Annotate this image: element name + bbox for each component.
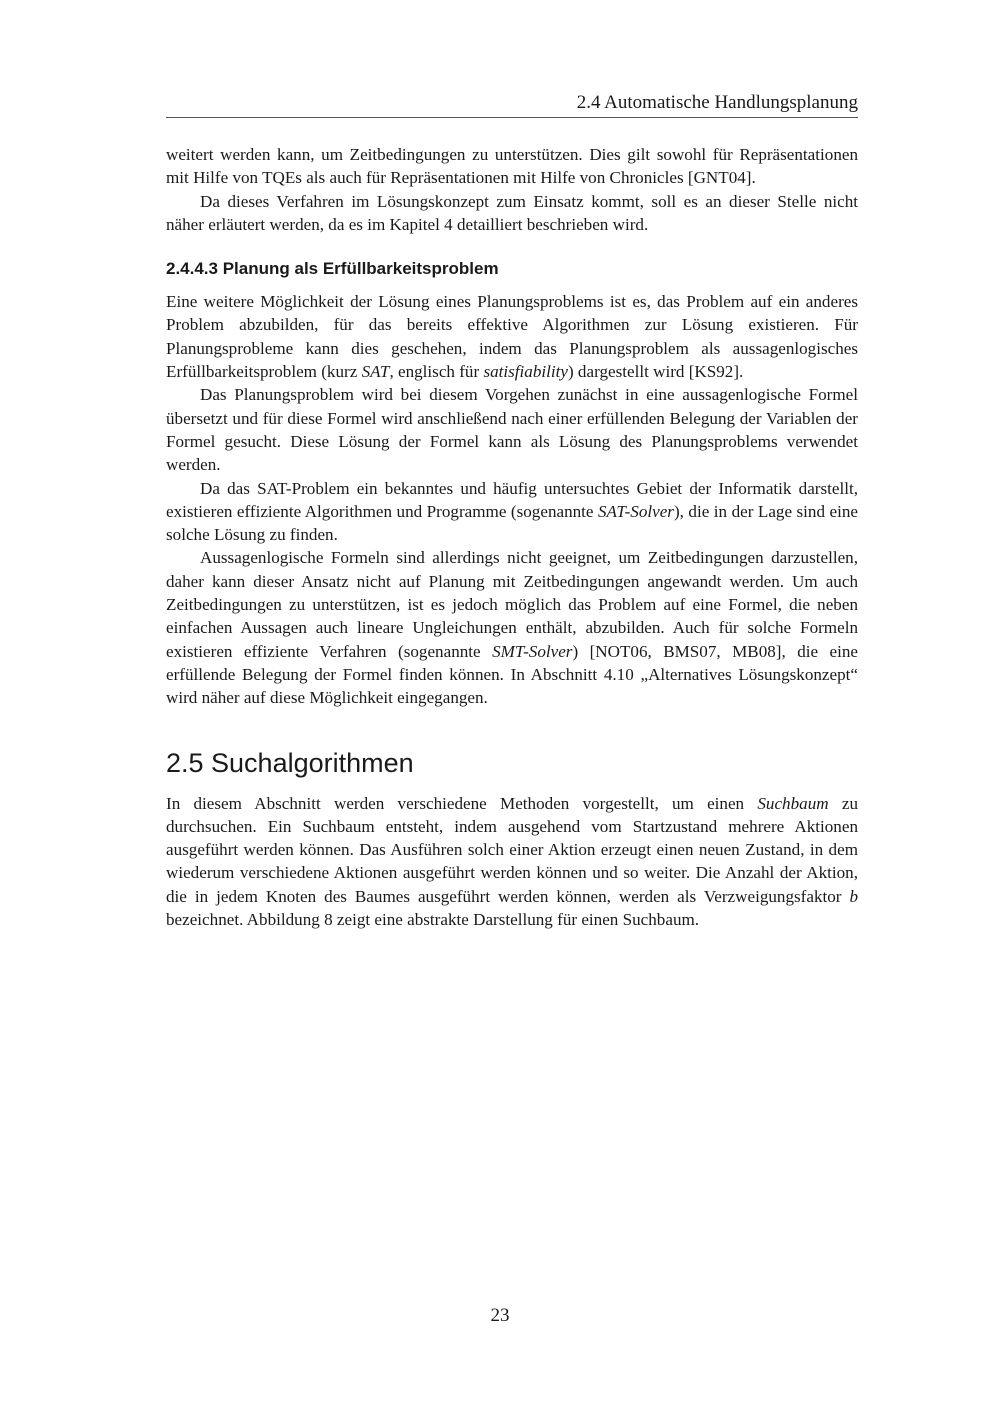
text-run: bezeichnet. Abbildung 8 zeigt eine abstrakte Darstellung für einen Suchbaum. — [166, 910, 700, 930]
emphasis: b — [849, 886, 858, 906]
paragraph: Das Planungsproblem wird bei diesem Vorgehen zunächst in eine aussagenlogische Formel übersetzt und für diese Formel wird anschließend nach einer erfüllenden Belegung der Variablen der Formel gesucht. Diese Lösung der Formel kann als Lösung des Planungsproblems verwendet werden. — [166, 385, 858, 475]
running-header: 2.4 Automatische Handlungsplanung — [166, 92, 858, 118]
text-run: Aussagenlogische Formeln sind allerdings nicht geeignet, um Zeitbedingungen darzustellen, daher kann dieser Ansatz nicht auf Planung mit Zeitbedingungen angewandt werden. Um auch Zeitbedingungen zu unterstützen, ist es jedoch möglich das Problem auf eine Formel, die neben einfachen Aussagen auch lineare Ungleichungen enthält, abzubilden. Auch für solche Formeln existieren effiziente Verfahren (sogenannte — [166, 548, 858, 661]
section-heading: 2.5 Suchalgorithmen — [166, 747, 414, 778]
emphasis: SMT-Solver — [492, 641, 573, 661]
text-run: zu durchsuchen. Ein Suchbaum entsteht, indem ausgehend vom Startzustand mehrere Aktionen ausgeführt werden können. Das Ausführen solch einer Aktion erzeugt einen neuen Zustand, in dem wiederum verschiedene Aktionen ausgeführt werden können und so weiter. Die Anzahl der Aktion, die in jedem Knoten des Baumes ausgeführt werden können, werden als Verzweigungsfaktor — [166, 793, 858, 906]
emphasis: Suchbaum — [757, 793, 829, 813]
page-body — [166, 143, 858, 931]
paragraph — [166, 290, 858, 383]
text-run: ) [NOT06, BMS07, MB08], die eine erfüllende Belegung der Formel finden können. In Abschnitt 4.10 „Alternatives Lösungskonzept“ wird näher auf diese Möglichkeit eingegangen. — [166, 641, 858, 708]
subsection-heading: 2.4.4.3 Planung als Erfüllbarkeitsproblem — [166, 259, 499, 279]
emphasis: SAT — [361, 362, 390, 382]
text-run: Da das SAT-Problem ein bekanntes und häufig untersuchtes Gebiet der Informatik darstellt, existieren effiziente Algorithmen und Programme (sogenannte — [166, 478, 858, 521]
page-number: 23 — [490, 1305, 510, 1326]
text-run: ), die in der Lage sind eine solche Lösung zu finden. — [166, 501, 858, 545]
text-run: , englisch für — [389, 362, 484, 382]
paragraph — [166, 546, 858, 709]
text-run: In diesem Abschnitt werden verschiedene Methoden vorgestellt, um einen — [166, 793, 758, 813]
emphasis: satisfiability — [483, 362, 568, 382]
text-run: ) dargestellt wird [KS92]. — [567, 362, 744, 382]
paragraph: weitert werden kann, um Zeitbedingungen zu unterstützen. Dies gilt sowohl für Repräsentationen mit Hilfe von TQEs als auch für Repräsentationen mit Hilfe von Chronicles [GNT04]. — [166, 145, 858, 188]
paragraph — [166, 792, 858, 932]
emphasis: SAT-Solver — [598, 501, 674, 521]
text-run: Eine weitere Möglichkeit der Lösung eines Planungsproblems ist es, das Problem auf ein anderes Problem abzubilden, für das bereits effektive Algorithmen zur Lösung existieren. Für Planungsprobleme kann dies geschehen, indem das Planungsproblem als aussagenlogisches Erfüllbarkeitsproblem (kurz — [166, 292, 858, 382]
paragraph — [166, 477, 858, 547]
paragraph: Da dieses Verfahren im Lösungskonzept zum Einsatz kommt, soll es an dieser Stelle nicht näher erläutert werden, da es im Kapitel 4 detailliert beschrieben wird. — [166, 191, 858, 234]
